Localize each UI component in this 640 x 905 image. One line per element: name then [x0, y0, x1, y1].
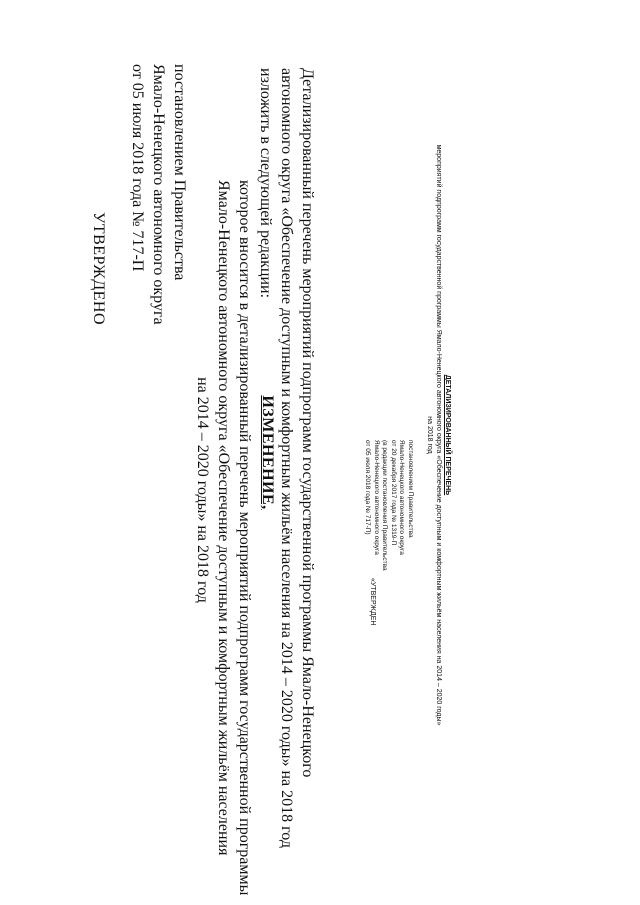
embedded-subtitle-line: на 2018 год	[426, 416, 433, 454]
subtitle-line: Ямало-Ненецкого автономного округа «Обеспечение доступным и комфортным жильём населения	[215, 180, 232, 856]
approval-stamp: УТВЕРЖДЕНО	[90, 212, 107, 326]
body-line: изложить в следующей редакции:	[257, 68, 274, 299]
body-line: Детализированный перечень мероприятий подпрограмм государственной программы Ямало-Ненецкого	[299, 68, 316, 778]
decree-line: от 05 июля 2018 года № 717-П	[129, 64, 146, 272]
embedded-decree-line: постановлением Правительства	[407, 440, 414, 538]
body-paragraph	[255, 68, 318, 858]
embedded-decree	[363, 440, 414, 630]
approval-decree	[127, 64, 190, 394]
document-title: ИЗМЕНЕНИЕ,	[259, 395, 276, 510]
document-subtitle	[192, 180, 255, 896]
embedded-decree-line: от 20 декабря 2017 года № 1319-П	[390, 440, 397, 546]
embedded-decree-line: (в редакции постановления Правительства	[381, 440, 389, 571]
subtitle-line: на 2014 – 2020 годы» на 2018 год	[194, 377, 211, 603]
subtitle-line: которое вносится в детализированный перечень мероприятий подпрограмм государственной программы	[236, 180, 253, 896]
embedded-decree-line: Ямало-Ненецкого автономного округа	[398, 440, 406, 555]
embedded-subtitle-line: мероприятий подпрограмм государственной программы Ямало-Ненецкого автономного округа «Обеспечение доступным и комфортным жильём населения на 2014 – 2020 годы»	[435, 144, 442, 726]
embedded-title-block	[425, 125, 452, 745]
decree-line: Ямало-Ненецкого автономного округа	[150, 64, 167, 325]
embedded-title: ДЕТАЛИЗИРОВАННЫЙ ПЕРЕЧЕНЬ	[444, 374, 451, 496]
decree-line: постановлением Правительства	[171, 64, 188, 281]
embedded-decree-line: Ямало-Ненецкого автономного округа	[373, 440, 380, 555]
embedded-approval-stamp: «УТВЕРЖДЕН	[369, 578, 376, 626]
body-line: автономного округа «Обеспечение доступным и комфортным жильём населения на 2014 – 2020 годы» на 2018 год	[278, 68, 295, 848]
embedded-decree-line: от 05 июля 2018 года № 717-П)	[364, 440, 372, 535]
